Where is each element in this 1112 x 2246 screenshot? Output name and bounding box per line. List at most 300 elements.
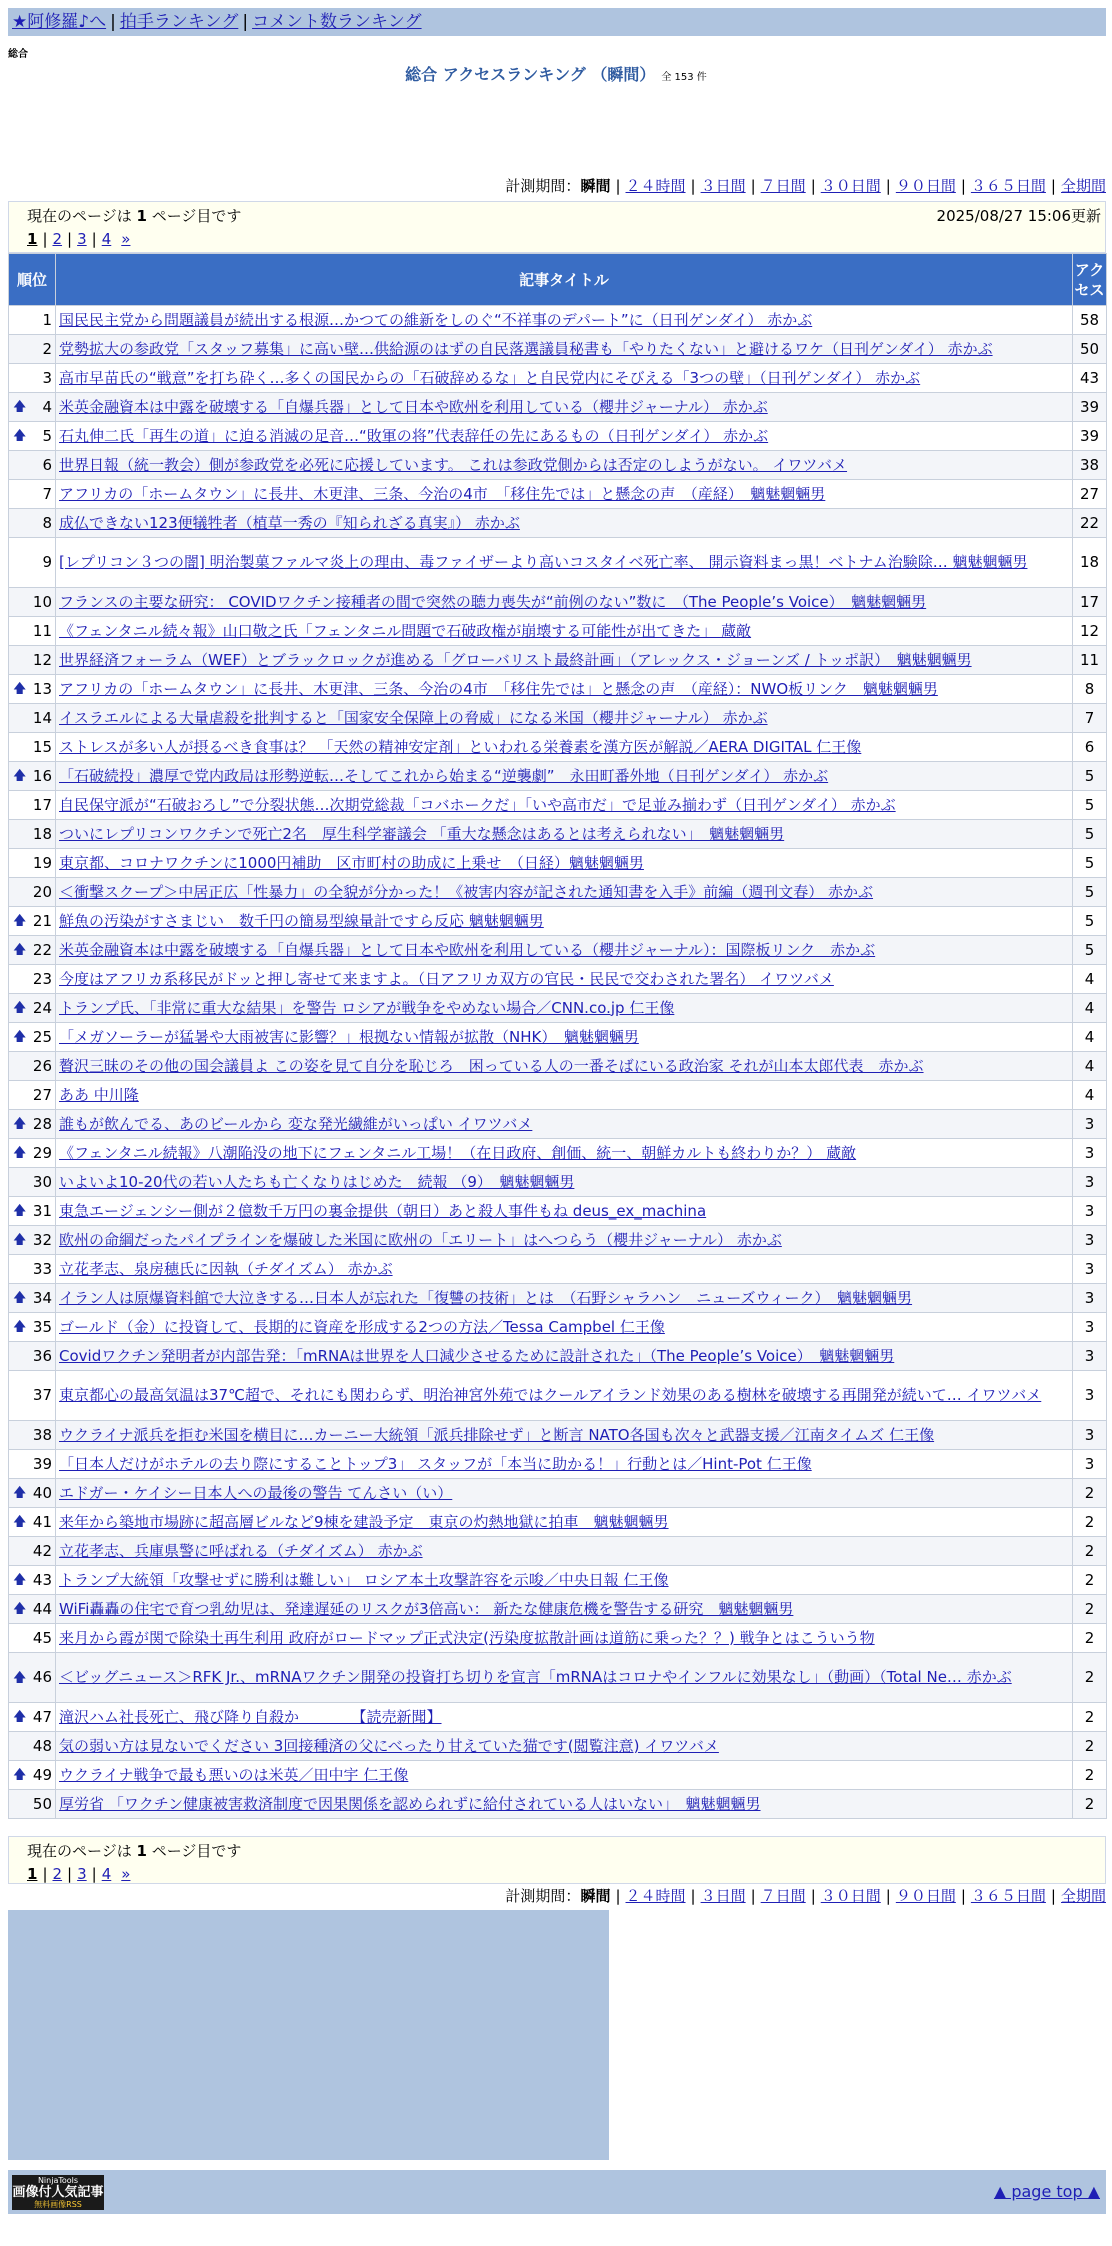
- period-24h[interactable]: ２４時間: [625, 177, 686, 195]
- rank-cell: [9, 1703, 56, 1732]
- page-next[interactable]: »: [121, 230, 131, 248]
- rank-number: 30: [32, 1172, 52, 1191]
- title-cell: [56, 588, 1073, 617]
- table-row: [9, 422, 1107, 451]
- article-title-link[interactable]: 贅沢三昧のその他の国会議員よ この姿を見て自分を恥じろ 困っている人の一番そばにいる政治家 それが山本太郎代表 赤かぶ: [59, 1056, 924, 1075]
- title-cell: [56, 364, 1073, 393]
- rank-up-arrow-icon: 🡅: [13, 1601, 27, 1617]
- article-title-link[interactable]: 米英金融資本は中露を破壊する「自爆兵器」として日本や欧州を利用している（櫻井ジャーナル）：国際板リンク 赤かぶ: [59, 940, 876, 959]
- page-link-4[interactable]: 4: [101, 1865, 112, 1883]
- pager-top: [8, 201, 1106, 253]
- rank-cell: [9, 936, 56, 965]
- page-title-text: 総合 アクセスランキング （瞬間）: [405, 65, 656, 84]
- page-next[interactable]: »: [121, 1865, 131, 1883]
- rank-number: 2: [42, 339, 52, 358]
- title-cell: [56, 1139, 1073, 1168]
- period-3d[interactable]: ３日間: [700, 1887, 746, 1905]
- article-title-link[interactable]: 成仏できない123便犠牲者（植草一秀の『知られざる真実』） 赤かぶ: [59, 513, 520, 532]
- article-title-link[interactable]: ゴールド（金）に投資して、長期的に資産を形成する2つの方法／Tessa Campbel 仁王像: [59, 1317, 665, 1336]
- article-title-link[interactable]: 気の弱い方は見ないでください 3回接種済の父にべったり甘えていた猫です(閲覧注意) イワツバメ: [59, 1736, 719, 1755]
- title-cell: [56, 1421, 1073, 1450]
- rank-cell: [9, 1255, 56, 1284]
- table-row: [9, 965, 1107, 994]
- rank-up-arrow-icon: 🡅: [13, 1029, 27, 1045]
- title-cell: [56, 509, 1073, 538]
- article-title-link[interactable]: ウクライナ戦争で最も悪いのは米英／田中宇 仁王像: [59, 1765, 409, 1784]
- rank-number: 28: [32, 1114, 52, 1133]
- rank-number: 50: [32, 1794, 52, 1813]
- title-cell: [56, 1168, 1073, 1197]
- access-count: 5: [1073, 878, 1107, 907]
- rank-cell: [9, 1537, 56, 1566]
- rank-cell: [9, 364, 56, 393]
- article-title-link[interactable]: アフリカの「ホームタウン」に長井、木更津、三条、今治の4市 「移住先では」と懸念の声 （産経）：NWO板リンク 魑魅魍魎男: [59, 679, 938, 698]
- period-365d[interactable]: ３６５日間: [970, 1887, 1046, 1905]
- article-title-link[interactable]: いよいよ10-20代の若い人たちも亡くなりはじめた 続報 （9） 魑魅魍魎男: [59, 1172, 575, 1191]
- article-title-link[interactable]: WiFi轟轟の住宅で育つ乳幼児は、発達遅延のリスクが3倍高い： 新たな健康危機を警告する研究 魑魅魍魎男: [59, 1599, 794, 1618]
- access-count: 6: [1073, 733, 1107, 762]
- article-title-link[interactable]: 《フェンタニル続々報》山口敬之氏「フェンタニル問題で石破政権が崩壊する可能性が出てきた」 蔵敵: [59, 621, 752, 640]
- rank-number: 49: [32, 1765, 52, 1784]
- title-cell: [56, 1732, 1073, 1761]
- article-title-link[interactable]: ＜ビッグニュース＞RFK Jr.、mRNAワクチン開発の投資打ち切りを宣言「mRNAはコロナやインフルに効果なし」（動画）（Total Ne… 赤かぶ: [59, 1668, 1012, 1686]
- rank-number: 23: [32, 969, 52, 988]
- rank-up-arrow-icon: 🡅: [13, 1000, 27, 1016]
- rank-cell: [9, 335, 56, 364]
- article-title-link[interactable]: フランスの主要な研究： COVIDワクチン接種者の間で突然の聴力喪失が“前例のない”数に （The People’s Voice） 魑魅魍魎男: [59, 592, 927, 611]
- nav-separator: |: [242, 12, 249, 32]
- table-row: [9, 306, 1107, 335]
- access-count: 18: [1073, 538, 1107, 588]
- item-count: 全 153 件: [661, 72, 707, 83]
- period-all[interactable]: 全期間: [1060, 1887, 1106, 1905]
- rank-cell: [9, 1421, 56, 1450]
- rank-cell: [9, 878, 56, 907]
- ad-placeholder: [8, 1910, 609, 2160]
- table-row: [9, 538, 1107, 588]
- article-title-link[interactable]: 誰もが飲んでる、あのビールから 変な発光繊維がいっぱい イワツバメ: [59, 1114, 533, 1133]
- article-title-link[interactable]: 厚労省 「ワクチン健康被害救済制度で因果関係を認められずに給付されている人はいない」 魑魅魍魎男: [59, 1794, 761, 1813]
- category-label: 総合: [8, 49, 28, 60]
- access-count: 3: [1073, 1139, 1107, 1168]
- rank-number: 29: [32, 1143, 52, 1162]
- page-links: 1 | 2 | 3 | 4 »: [27, 230, 131, 248]
- rank-up-arrow-icon: 🡅: [13, 1203, 27, 1219]
- rank-cell: [9, 1197, 56, 1226]
- page-links: 1 | 2 | 3 | 4 »: [27, 1865, 131, 1883]
- rank-cell: [9, 480, 56, 509]
- article-title-link[interactable]: トランプ氏、「非常に重大な結果」を警告 ロシアが戦争をやめない場合／CNN.co.jp 仁王像: [59, 998, 675, 1017]
- table-row: [9, 509, 1107, 538]
- table-row: [9, 1508, 1107, 1537]
- table-row: [9, 617, 1107, 646]
- nav-link-clap-ranking[interactable]: 拍手ランキング: [119, 12, 239, 32]
- title-cell: [56, 820, 1073, 849]
- article-title-link[interactable]: 東京都、コロナワクチンに1000円補助 区市町村の助成に上乗せ （日経）魑魅魍魎男: [59, 853, 644, 872]
- period-30d[interactable]: ３０日間: [820, 177, 881, 195]
- rank-number: 10: [32, 592, 52, 611]
- rank-cell: [9, 422, 56, 451]
- rank-number: 37: [32, 1386, 52, 1404]
- table-row: [9, 588, 1107, 617]
- rank-cell: [9, 704, 56, 733]
- rank-up-arrow-icon: 🡅: [13, 1670, 27, 1685]
- rank-up-arrow-icon: 🡅: [13, 1709, 27, 1725]
- rank-cell: [9, 1761, 56, 1790]
- rank-cell: [9, 1653, 56, 1703]
- page-link-4[interactable]: 4: [101, 230, 112, 248]
- access-count: 5: [1073, 936, 1107, 965]
- table-row: [9, 1226, 1107, 1255]
- rank-number: 24: [32, 998, 52, 1017]
- period-90d[interactable]: ９０日間: [895, 1887, 956, 1905]
- period-7d[interactable]: ７日間: [760, 177, 806, 195]
- title-cell: [56, 306, 1073, 335]
- rank-number: 21: [32, 911, 52, 930]
- title-cell: [56, 1255, 1073, 1284]
- rank-cell: [9, 393, 56, 422]
- rank-cell: [9, 1566, 56, 1595]
- table-row: [9, 1595, 1107, 1624]
- title-cell: [56, 451, 1073, 480]
- top-nav: [8, 8, 1106, 36]
- rank-cell: [9, 820, 56, 849]
- rank-number: 15: [32, 737, 52, 756]
- access-count: 2: [1073, 1790, 1107, 1819]
- rank-cell: [9, 1284, 56, 1313]
- rank-cell: [9, 1052, 56, 1081]
- rank-cell: [9, 733, 56, 762]
- article-title-link[interactable]: ＜衝撃スクープ＞中居正広「性暴力」の全貌が分かった！《被害内容が記された通知書を入手》前編（週刊文春） 赤かぶ: [59, 882, 874, 901]
- access-count: 58: [1073, 306, 1107, 335]
- access-count: 3: [1073, 1255, 1107, 1284]
- rank-number: 13: [32, 679, 52, 698]
- rank-number: 47: [32, 1707, 52, 1726]
- period-90d[interactable]: ９０日間: [895, 177, 956, 195]
- table-row: [9, 1790, 1107, 1819]
- access-count: 2: [1073, 1479, 1107, 1508]
- column-header-title: 記事タイトル: [56, 254, 1073, 306]
- access-count: 38: [1073, 451, 1107, 480]
- table-row: [9, 1081, 1107, 1110]
- table-row: [9, 1537, 1107, 1566]
- access-count: 3: [1073, 1110, 1107, 1139]
- page-link-2[interactable]: 2: [52, 1865, 63, 1883]
- title-cell: [56, 422, 1073, 451]
- ranking-rows: [9, 306, 1107, 1819]
- table-row: [9, 1313, 1107, 1342]
- rank-up-arrow-icon: 🡅: [13, 1145, 27, 1161]
- article-title-link[interactable]: ウクライナ派兵を拒む米国を横目に…カーニー大統領「派兵排除せず」と断言 NATO各国も次々と武器支援／江南タイムズ 仁王像: [59, 1425, 935, 1444]
- page-link-3[interactable]: 3: [77, 230, 87, 248]
- period-365d[interactable]: ３６５日間: [970, 177, 1046, 195]
- access-count: 3: [1073, 1168, 1107, 1197]
- access-count: 11: [1073, 646, 1107, 675]
- rank-number: 40: [32, 1483, 52, 1502]
- column-header-access: アクセス: [1073, 254, 1107, 306]
- rank-cell: [9, 1732, 56, 1761]
- rank-number: 18: [32, 824, 52, 843]
- table-row: [9, 704, 1107, 733]
- rank-up-arrow-icon: 🡅: [13, 1116, 27, 1132]
- nav-link-ashura[interactable]: ★阿修羅♪へ: [12, 12, 107, 32]
- access-count: 17: [1073, 588, 1107, 617]
- article-title-link[interactable]: 来月から霞が関で除染土再生利用 政府がロードマップ正式決定(汚染度拡散計画は道筋に乗った？？) 戦争とはこういう物: [59, 1628, 875, 1647]
- footer: [8, 2170, 1106, 2214]
- rank-number: 42: [32, 1541, 52, 1560]
- title-cell: [56, 393, 1073, 422]
- rank-number: 6: [42, 455, 52, 474]
- access-count: 2: [1073, 1537, 1107, 1566]
- access-count: 5: [1073, 791, 1107, 820]
- table-row: [9, 1703, 1107, 1732]
- article-title-link[interactable]: 滝沢ハム社長死亡、飛び降り自殺か 【読売新聞】: [59, 1707, 442, 1726]
- article-title-link[interactable]: 国民民主党から問題議員が続出する根源…かつての維新をしのぐ“不祥事のデパート”に（日刊ゲンダイ） 赤かぶ: [59, 310, 813, 329]
- rank-cell: [9, 1790, 56, 1819]
- article-title-link[interactable]: 石丸伸二氏「再生の道」に迫る消滅の足音…“敗軍の将”代表辞任の先にあるもの（日刊ゲンダイ） 赤かぶ: [59, 426, 769, 445]
- table-row: [9, 1566, 1107, 1595]
- badge-main-text: 画像付人気記事: [12, 2185, 104, 2200]
- rank-up-arrow-icon: 🡅: [13, 428, 27, 444]
- period-label: 計測期間：: [505, 1887, 581, 1905]
- access-count: 5: [1073, 907, 1107, 936]
- table-row: [9, 1450, 1107, 1479]
- period-3d[interactable]: ３日間: [700, 177, 746, 195]
- rank-number: 27: [32, 1085, 52, 1104]
- rank-up-arrow-icon: 🡅: [13, 1514, 27, 1530]
- rank-number: 4: [42, 397, 52, 416]
- title-cell: [56, 965, 1073, 994]
- access-count: 3: [1073, 1450, 1107, 1479]
- rank-number: 46: [32, 1668, 52, 1686]
- article-title-link[interactable]: ついにレプリコンワクチンで死亡2名 厚生科学審議会 「重大な懸念はあるとは考えられない」 魑魅魍魎男: [59, 824, 785, 843]
- nav-link-comment-ranking[interactable]: コメント数ランキング: [252, 12, 422, 32]
- article-title-link[interactable]: 「石破続投」濃厚で党内政局は形勢逆転…そしてこれから始まる“逆襲劇” 永田町番外地（日刊ゲンダイ） 赤かぶ: [59, 766, 829, 785]
- access-count: 2: [1073, 1703, 1107, 1732]
- article-title-link[interactable]: 党勢拡大の参政党「スタッフ募集」に高い壁…供給源のはずの自民落選議員秘書も「やりたくない」と避けるワケ（日刊ゲンダイ） 赤かぶ: [59, 339, 993, 358]
- period-30d[interactable]: ３０日間: [820, 1887, 881, 1905]
- page-link-3[interactable]: 3: [77, 1865, 87, 1883]
- table-row: [9, 1653, 1107, 1703]
- rank-number: 39: [32, 1454, 52, 1473]
- article-title-link[interactable]: 東急エージェンシー側が２億数千万円の裏金提供（朝日）あと殺人事件もね deus_ex_machina: [59, 1201, 707, 1220]
- table-row: [9, 820, 1107, 849]
- access-count: 3: [1073, 1284, 1107, 1313]
- table-row: [9, 335, 1107, 364]
- article-title-link[interactable]: 東京都心の最高気温は37℃超で、それにも関わらず、明治神宮外苑ではクールアイランド効果のある樹林を破壊する再開発が続いて… イワツバメ: [59, 1386, 1042, 1404]
- access-count: 2: [1073, 1732, 1107, 1761]
- article-title-link[interactable]: 「メガソーラーが猛暑や大雨被害に影響？」根拠ない情報が拡散（NHK） 魑魅魍魎男: [59, 1027, 639, 1046]
- ninja-tools-badge[interactable]: [12, 2175, 104, 2210]
- title-cell: [56, 762, 1073, 791]
- article-title-link[interactable]: 《フェンタニル続報》八潮陥没の地下にフェンタニル工場！（在日政府、創価、統一、朝鮮カルトも終わりか？） 蔵敵: [59, 1143, 857, 1162]
- rank-number: 12: [32, 650, 52, 669]
- rank-cell: [9, 762, 56, 791]
- rank-number: 9: [42, 553, 52, 571]
- access-count: 5: [1073, 762, 1107, 791]
- access-count: 22: [1073, 509, 1107, 538]
- rank-up-arrow-icon: 🡅: [13, 1485, 27, 1501]
- table-row: [9, 1732, 1107, 1761]
- article-title-link[interactable]: 「日本人だけがホテルの去り際にすることトップ3」 スタッフが「本当に助かる！」行動とは／Hint-Pot 仁王像: [59, 1454, 812, 1473]
- access-count: 4: [1073, 994, 1107, 1023]
- title-cell: [56, 617, 1073, 646]
- title-cell: [56, 907, 1073, 936]
- table-row: [9, 1624, 1107, 1653]
- access-count: 3: [1073, 1197, 1107, 1226]
- rank-cell: [9, 1479, 56, 1508]
- access-count: 2: [1073, 1508, 1107, 1537]
- article-title-link[interactable]: 米英金融資本は中露を破壊する「自爆兵器」として日本や欧州を利用している（櫻井ジャーナル） 赤かぶ: [59, 397, 768, 416]
- period-24h[interactable]: ２４時間: [625, 1887, 686, 1905]
- rank-cell: [9, 1450, 56, 1479]
- rank-cell: [9, 646, 56, 675]
- access-count: 12: [1073, 617, 1107, 646]
- title-cell: [56, 994, 1073, 1023]
- table-row: [9, 1479, 1107, 1508]
- title-cell: [56, 733, 1073, 762]
- rank-cell: [9, 675, 56, 704]
- rank-cell: [9, 994, 56, 1023]
- title-cell: [56, 1624, 1073, 1653]
- ranking-table: [8, 253, 1107, 1819]
- title-cell: [56, 878, 1073, 907]
- table-row: [9, 1342, 1107, 1371]
- access-count: 43: [1073, 364, 1107, 393]
- article-title-link[interactable]: ああ 中川隆: [59, 1085, 139, 1104]
- article-title-link[interactable]: イラン人は原爆資料館で大泣きする…日本人が忘れた「復讐の技術」とは （石野シャラハン ニューズウィーク） 魑魅魍魎男: [59, 1288, 913, 1307]
- access-count: 2: [1073, 1624, 1107, 1653]
- article-title-link[interactable]: トランプ大統領「攻撃せずに勝利は難しい」 ロシア本土攻撃許容を示唆／中央日報 仁王像: [59, 1570, 669, 1589]
- access-count: 4: [1073, 1081, 1107, 1110]
- rank-number: 31: [32, 1201, 52, 1220]
- rank-number: 26: [32, 1056, 52, 1075]
- rank-cell: [9, 1168, 56, 1197]
- rank-number: 17: [32, 795, 52, 814]
- rank-number: 7: [42, 484, 52, 503]
- table-row: [9, 791, 1107, 820]
- page-current: 1: [27, 230, 38, 248]
- access-count: 4: [1073, 1052, 1107, 1081]
- title-cell: [56, 1479, 1073, 1508]
- title-cell: [56, 704, 1073, 733]
- period-all[interactable]: 全期間: [1060, 177, 1106, 195]
- table-row: [9, 1284, 1107, 1313]
- table-row: [9, 675, 1107, 704]
- table-row: [9, 1168, 1107, 1197]
- title-cell: [56, 1023, 1073, 1052]
- title-cell: [56, 1450, 1073, 1479]
- title-cell: [56, 1566, 1073, 1595]
- rank-cell: [9, 849, 56, 878]
- rank-number: 34: [32, 1288, 52, 1307]
- rank-cell: [9, 1595, 56, 1624]
- title-cell: [56, 936, 1073, 965]
- article-title-link[interactable]: 立花孝志、兵庫県警に呼ばれる（チダイズム） 赤かぶ: [59, 1541, 423, 1560]
- table-row: [9, 1421, 1107, 1450]
- rank-cell: [9, 306, 56, 335]
- rank-up-arrow-icon: 🡅: [13, 681, 27, 697]
- rank-number: 22: [32, 940, 52, 959]
- period-7d[interactable]: ７日間: [760, 1887, 806, 1905]
- updated-time: 2025/08/27 15:06更新: [936, 207, 1101, 225]
- article-title-link[interactable]: 立花孝志、泉房穂氏に因執（チダイズム） 赤かぶ: [59, 1259, 393, 1278]
- rank-number: 35: [32, 1317, 52, 1336]
- title-cell: [56, 538, 1073, 588]
- pager-bottom: [8, 1836, 1106, 1884]
- access-count: 3: [1073, 1371, 1107, 1421]
- access-count: 3: [1073, 1342, 1107, 1371]
- page-link-2[interactable]: 2: [52, 230, 63, 248]
- title-cell: [56, 1508, 1073, 1537]
- article-title-link[interactable]: Covidワクチン発明者が内部告発：「mRNAは世界を人口減少させるために設計された」（The People’s Voice） 魑魅魍魎男: [59, 1346, 895, 1365]
- table-row: [9, 393, 1107, 422]
- nav-separator: |: [110, 12, 116, 32]
- title-cell: [56, 849, 1073, 878]
- access-count: 39: [1073, 422, 1107, 451]
- rank-cell: [9, 965, 56, 994]
- article-title-link[interactable]: アフリカの「ホームタウン」に長井、木更津、三条、今治の4市 「移住先では」と懸念の声 （産経） 魑魅魍魎男: [59, 484, 826, 503]
- title-cell: [56, 480, 1073, 509]
- rank-cell: [9, 791, 56, 820]
- rank-cell: [9, 1139, 56, 1168]
- article-title-link[interactable]: 欧州の命綱だったパイプラインを爆破した米国に欧州の「エリート」はへつらう（櫻井ジャーナル） 赤かぶ: [59, 1230, 782, 1249]
- access-count: 7: [1073, 704, 1107, 733]
- article-title-link[interactable]: 自民保守派が“石破おろし”で分裂状態…次期党総裁「コバホークだ」「いや高市だ」で足並み揃わず（日刊ゲンダイ） 赤かぶ: [59, 795, 896, 814]
- article-title-link[interactable]: 高市早苗氏の“戦意”を打ち砕く…多くの国民からの「石破辞めるな」と自民党内にそびえる「3つの壁」（日刊ゲンダイ） 赤かぶ: [59, 368, 921, 387]
- rank-number: 19: [32, 853, 52, 872]
- page-current: 1: [27, 1865, 38, 1883]
- rank-cell: [9, 538, 56, 588]
- table-row: [9, 907, 1107, 936]
- title-cell: [56, 1197, 1073, 1226]
- rank-number: 5: [42, 426, 52, 445]
- rank-up-arrow-icon: 🡅: [13, 1290, 27, 1306]
- title-cell: [56, 1595, 1073, 1624]
- rank-number: 20: [32, 882, 52, 901]
- rank-cell: [9, 1508, 56, 1537]
- rank-up-arrow-icon: 🡅: [13, 768, 27, 784]
- rank-cell: [9, 509, 56, 538]
- rank-number: 14: [32, 708, 52, 727]
- article-title-link[interactable]: イスラエルによる大量虐殺を批判すると「国家安全保障上の脅威」になる米国（櫻井ジャーナル） 赤かぶ: [59, 708, 768, 727]
- period-selector-bottom: 計測期間：瞬間 | ２４時間 | ３日間 | ７日間 | ３０日間 | ９０日間 | ３６５日間 | 全期間: [505, 1887, 1106, 1905]
- title-cell: [56, 1342, 1073, 1371]
- title-cell: [56, 1313, 1073, 1342]
- access-count: 2: [1073, 1566, 1107, 1595]
- title-cell: [56, 1110, 1073, 1139]
- title-cell: [56, 1703, 1073, 1732]
- article-title-link[interactable]: [レプリコン３つの闇] 明治製菓ファルマ炎上の理由、毒ファイザーより高いコスタイベ死亡率、 開示資料まっ黒！ベトナム治験除… 魑魅魍魎男: [59, 553, 1028, 571]
- rank-up-arrow-icon: 🡅: [13, 399, 27, 415]
- table-row: [9, 364, 1107, 393]
- rank-up-arrow-icon: 🡅: [13, 1319, 27, 1335]
- article-title-link[interactable]: ストレスが多い人が摂るべき食事は？ 「天然の精神安定剤」といわれる栄養素を漢方医が解説／AERA DIGITAL 仁王像: [59, 737, 862, 756]
- title-cell: [56, 646, 1073, 675]
- table-row: [9, 1255, 1107, 1284]
- article-title-link[interactable]: 世界経済フォーラム（WEF）とブラックロックが進める「グローバリスト最終計画」（アレックス・ジョーンズ / トッポ訳） 魑魅魍魎男: [59, 650, 972, 669]
- article-title-link[interactable]: 今度はアフリカ系移民がドッと押し寄せて来ますよ。（日アフリカ双方の官民・民民で交わされた署名） イワツバメ: [59, 969, 834, 988]
- page-top-link[interactable]: ▲ page top ▲: [993, 2182, 1100, 2201]
- article-title-link[interactable]: 鮮魚の汚染がすさまじい 数千円の簡易型線量計ですら反応 魑魅魍魎男: [59, 911, 544, 930]
- title-cell: [56, 1371, 1073, 1421]
- rank-number: 8: [42, 513, 52, 532]
- rank-cell: [9, 1110, 56, 1139]
- rank-number: 1: [42, 310, 52, 329]
- article-title-link[interactable]: 世界日報（統一教会）側が参政党を必死に応援しています。 これは参政党側からは否定のしようがない。 イワツバメ: [59, 455, 848, 474]
- article-title-link[interactable]: 来年から築地市場跡に超高層ビルなど9棟を建設予定 東京の灼熱地獄に拍車 魑魅魍魎男: [59, 1512, 669, 1531]
- article-title-link[interactable]: エドガー・ケイシー日本人への最後の警告 てんさい（い）: [59, 1483, 453, 1502]
